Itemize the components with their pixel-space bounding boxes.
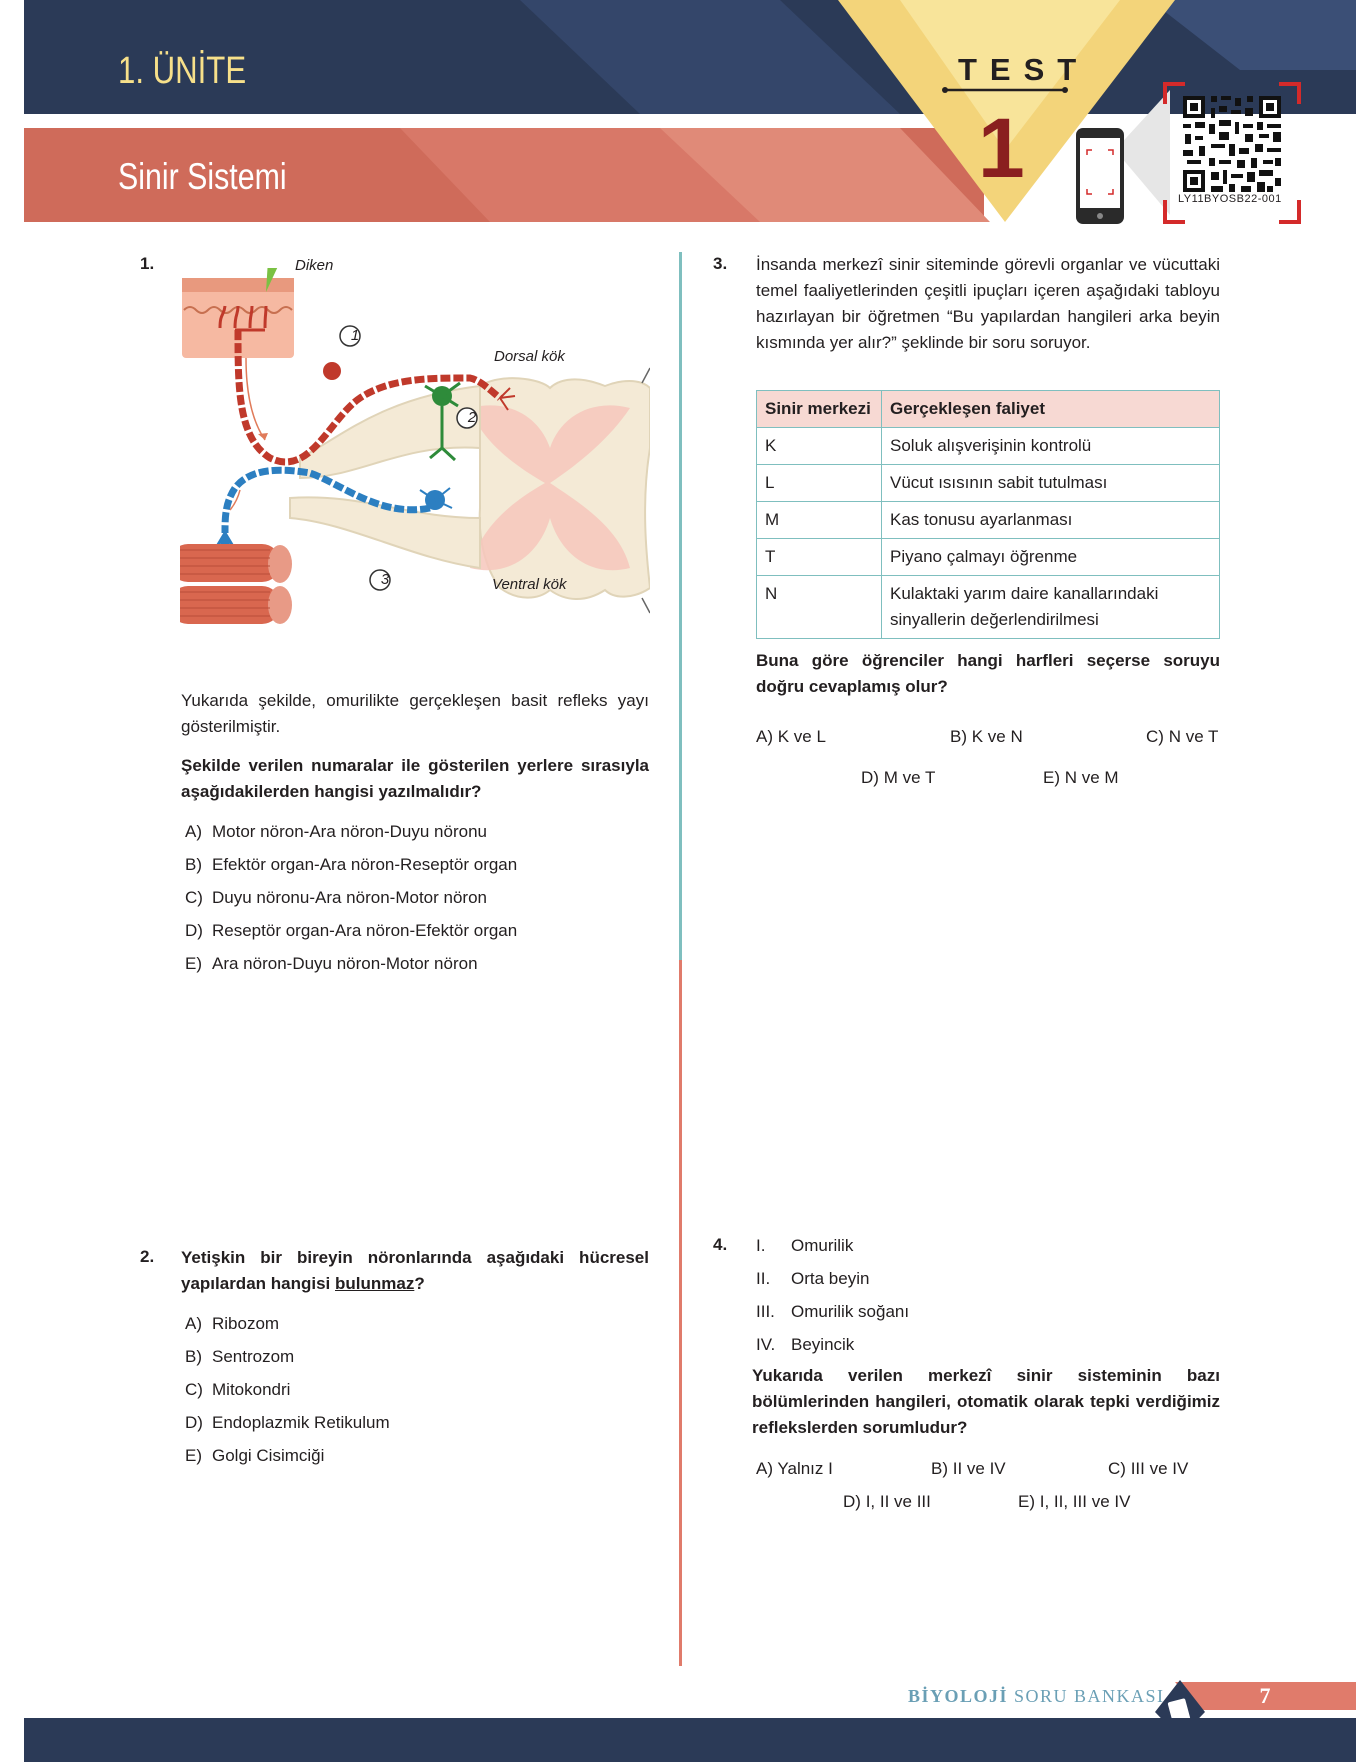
q2-question: Yetişkin bir bireyin nöronlarında aşağıdaki hücresel yapılardan hangisi bulunmaz? (181, 1248, 649, 1293)
q3-table-cell: Piyano çalmayı öğrenme (882, 539, 1220, 576)
column-divider-bottom (679, 960, 682, 1666)
q3-table-row (757, 576, 1220, 639)
q3-option-b[interactable]: B) K ve N (950, 727, 1023, 746)
q2-option-d[interactable]: D) Endoplazmik Retikulum (185, 1413, 390, 1432)
q4-option-b[interactable]: B) II ve IV (931, 1459, 1006, 1478)
q4-item: III. Omurilik soğanı (756, 1302, 910, 1321)
q3-table-row (757, 539, 1220, 576)
q1-option-a[interactable]: A) Motor nöron-Ara nöron-Duyu nöronu (185, 822, 487, 841)
q3-table-cell: Vücut ısısının sabit tutulması (882, 465, 1220, 502)
q3-option-c[interactable]: C) N ve T (1146, 727, 1219, 746)
q2-options (185, 1307, 390, 1472)
q1-number: 1. (140, 254, 155, 273)
q4-option-e[interactable]: E) I, II, III ve IV (1018, 1492, 1131, 1511)
q2-option-b[interactable]: B) Sentrozom (185, 1347, 295, 1366)
q3-table-row (757, 465, 1220, 502)
label-diken: Diken (295, 257, 334, 274)
q4-option-c[interactable]: C) III ve IV (1108, 1459, 1189, 1478)
label-dorsal-root: Dorsal kök (494, 348, 565, 365)
q3-option-d[interactable]: D) M ve T (861, 768, 936, 787)
q2-option-e[interactable]: E) Golgi Cisimciği (185, 1446, 325, 1465)
q4-number: 4. (713, 1235, 728, 1254)
q2-number: 2. (140, 1247, 155, 1266)
figure-number-1: 1 (350, 327, 360, 344)
footer-decoration (0, 1670, 1356, 1762)
q2-emphasis: bulunmaz (335, 1274, 415, 1293)
q3-number: 3. (713, 254, 728, 273)
q1-option-b[interactable]: B) Efektör organ-Ara nöron-Reseptör organ (185, 855, 518, 874)
qr-code-label: LY11BYOSB22-001 (1178, 193, 1282, 205)
unit-title: 1. ÜNİTE (118, 50, 247, 92)
q4-items (756, 1229, 909, 1361)
q4-item: IV. Beyincik (756, 1335, 855, 1354)
footer-book-title: BİYOLOJİ SORU BANKASI (908, 1686, 1165, 1706)
page-number: 7 (1259, 1683, 1271, 1708)
q3-option-a[interactable]: A) K ve L (756, 727, 826, 746)
figure-number-3: 3 (380, 571, 390, 588)
q4-option-a[interactable]: A) Yalnız I (756, 1459, 833, 1478)
q3-table-row (757, 502, 1220, 539)
q1-option-c[interactable]: C) Duyu nöronu-Ara nöron-Motor nöron (185, 888, 487, 907)
column-divider-top (679, 252, 682, 960)
q3-table-cell: M (757, 502, 882, 539)
q3-table-cell: Kas tonusu ayarlanması (882, 502, 1220, 539)
q3-table-cell: K (757, 428, 882, 465)
q3-table-header-cell: Gerçekleşen faliyet (882, 391, 1220, 428)
q2-option-a[interactable]: A) Ribozom (185, 1314, 280, 1333)
q3-table-header (757, 391, 1220, 428)
q4-item: II. Orta beyin (756, 1269, 870, 1288)
label-ventral-root: Ventral kök (492, 576, 567, 593)
q1-option-e[interactable]: E) Ara nöron-Duyu nöron-Motor nöron (185, 954, 478, 973)
q3-table-cell: Kulaktaki yarım daire kanallarındaki sinyallerin değerlendirilmesi (882, 576, 1220, 639)
q2-option-c[interactable]: C) Mitokondri (185, 1380, 291, 1399)
figure-number-2: 2 (467, 409, 477, 426)
q3-option-e[interactable]: E) N ve M (1043, 768, 1119, 787)
test-number: 1 (978, 101, 1025, 195)
q4-item: I. Omurilik (756, 1236, 854, 1255)
phone-icon (1075, 127, 1125, 225)
test-label: TEST (958, 52, 1090, 87)
q3-table-cell: Soluk alışverişinin kontrolü (882, 428, 1220, 465)
topic-title: Sinir Sistemi (118, 156, 287, 197)
q1-option-d[interactable]: D) Reseptör organ-Ara nöron-Efektör organ (185, 921, 518, 940)
q4-question: Yukarıda verilen merkezî sinir sisteminin bazı bölümlerinden hangileri, otomatik olarak tepki verdiğimiz reflekslerden sorumludur? (752, 1366, 1220, 1437)
q3-table (756, 390, 1220, 639)
q3-table-cell: L (757, 465, 882, 502)
q3-question: Buna göre öğrenciler hangi harfleri seçerse soruyu doğru cevaplamış olur? (756, 651, 1220, 696)
q3-table-header-cell: Sinir merkezi (757, 391, 882, 428)
q4-option-d[interactable]: D) I, II ve III (843, 1492, 931, 1511)
q3-table-row (757, 428, 1220, 465)
q1-question: Şekilde verilen numaralar ile gösterilen yerlere sırasıyla aşağıdakilerden hangisi yazılmalıdır? (181, 756, 649, 801)
q1-text: Yukarıda şekilde, omurilikte gerçekleşen basit refleks yayı gösterilmiştir. (181, 691, 649, 736)
q1-options (185, 815, 517, 980)
reflex-arc-figure (180, 268, 650, 678)
q3-table-cell: T (757, 539, 882, 576)
q3-table-cell: N (757, 576, 882, 639)
q3-text: İnsanda merkezî sinir siteminde görevli organlar ve vücuttaki temel faaliyetlerinden çeşitli ipuçları içeren aşağıdaki tabloyu hazırlayan bir öğretmen “Bu yapılardan hangileri arka beyin kısmında yer alır?” şeklinde bir soru soruyor. (756, 255, 1220, 352)
